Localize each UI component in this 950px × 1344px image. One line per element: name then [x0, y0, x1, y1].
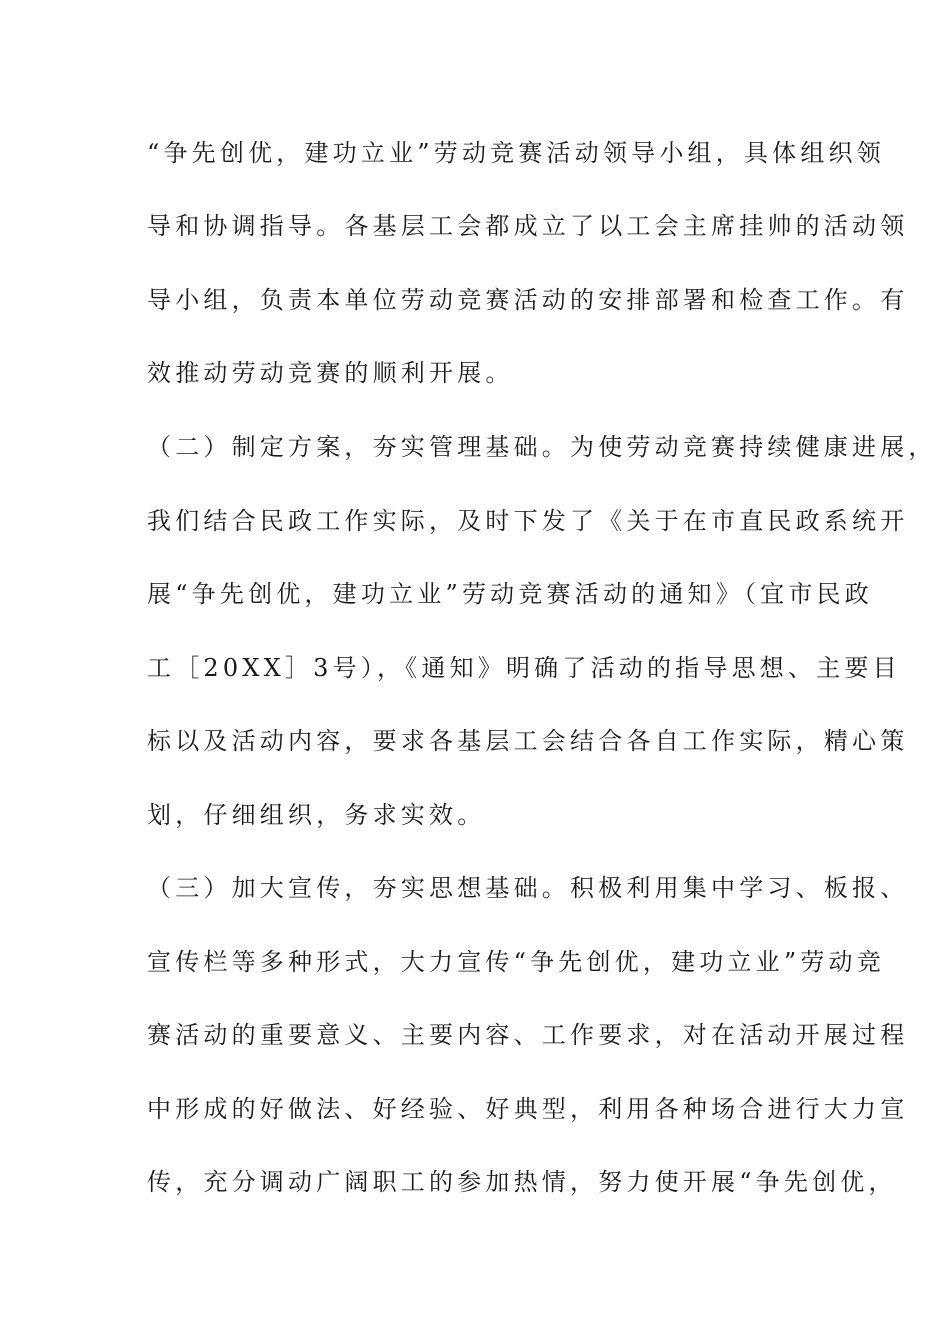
text-line: 我们结合民政工作实际，及时下发了《关于在市直民政系统开 — [147, 507, 909, 535]
text-line: 工［20XX］3号），《通知》明确了活动的指导思想、主要目 — [147, 654, 901, 682]
text-line: 导小组，负责本单位劳动竞赛活动的安排部署和检查工作。有 — [147, 286, 909, 314]
text-line: 导和协调指导。各基层工会都成立了以工会主席挂帅的活动领 — [147, 212, 909, 240]
text-line: 中形成的好做法、好经验、好典型，利用各种场合进行大力宣 — [147, 1095, 909, 1123]
text-line: 效推动劳动竞赛的顺利开展。 — [147, 359, 514, 387]
text-line: （三）加大宣传，夯实思想基础。积极利用集中学习、板报、 — [147, 874, 909, 902]
text-line: 标以及活动内容，要求各基层工会结合各自工作实际，精心策 — [147, 727, 909, 755]
text-line: 传，充分调动广阔职工的参加热情，努力使开展“争先创优， — [147, 1168, 897, 1196]
text-line: 宣传栏等多种形式，大力宣传“争先创优，建功立业”劳动竞 — [147, 948, 885, 976]
text-line: “争先创优，建功立业”劳动竞赛活动领导小组，具体组织领 — [147, 139, 885, 167]
text-line: 展“争先创优，建功立业”劳动竞赛活动的通知》（宜市民政 — [147, 580, 873, 608]
text-line: 赛活动的重要意义、主要内容、工作要求，对在活动开展过程 — [147, 1021, 909, 1049]
text-line: 划，仔细组织，务求实效。 — [147, 801, 486, 829]
text-line: （二）制定方案，夯实管理基础。为使劳动竞赛持续健康进展， — [147, 433, 937, 461]
